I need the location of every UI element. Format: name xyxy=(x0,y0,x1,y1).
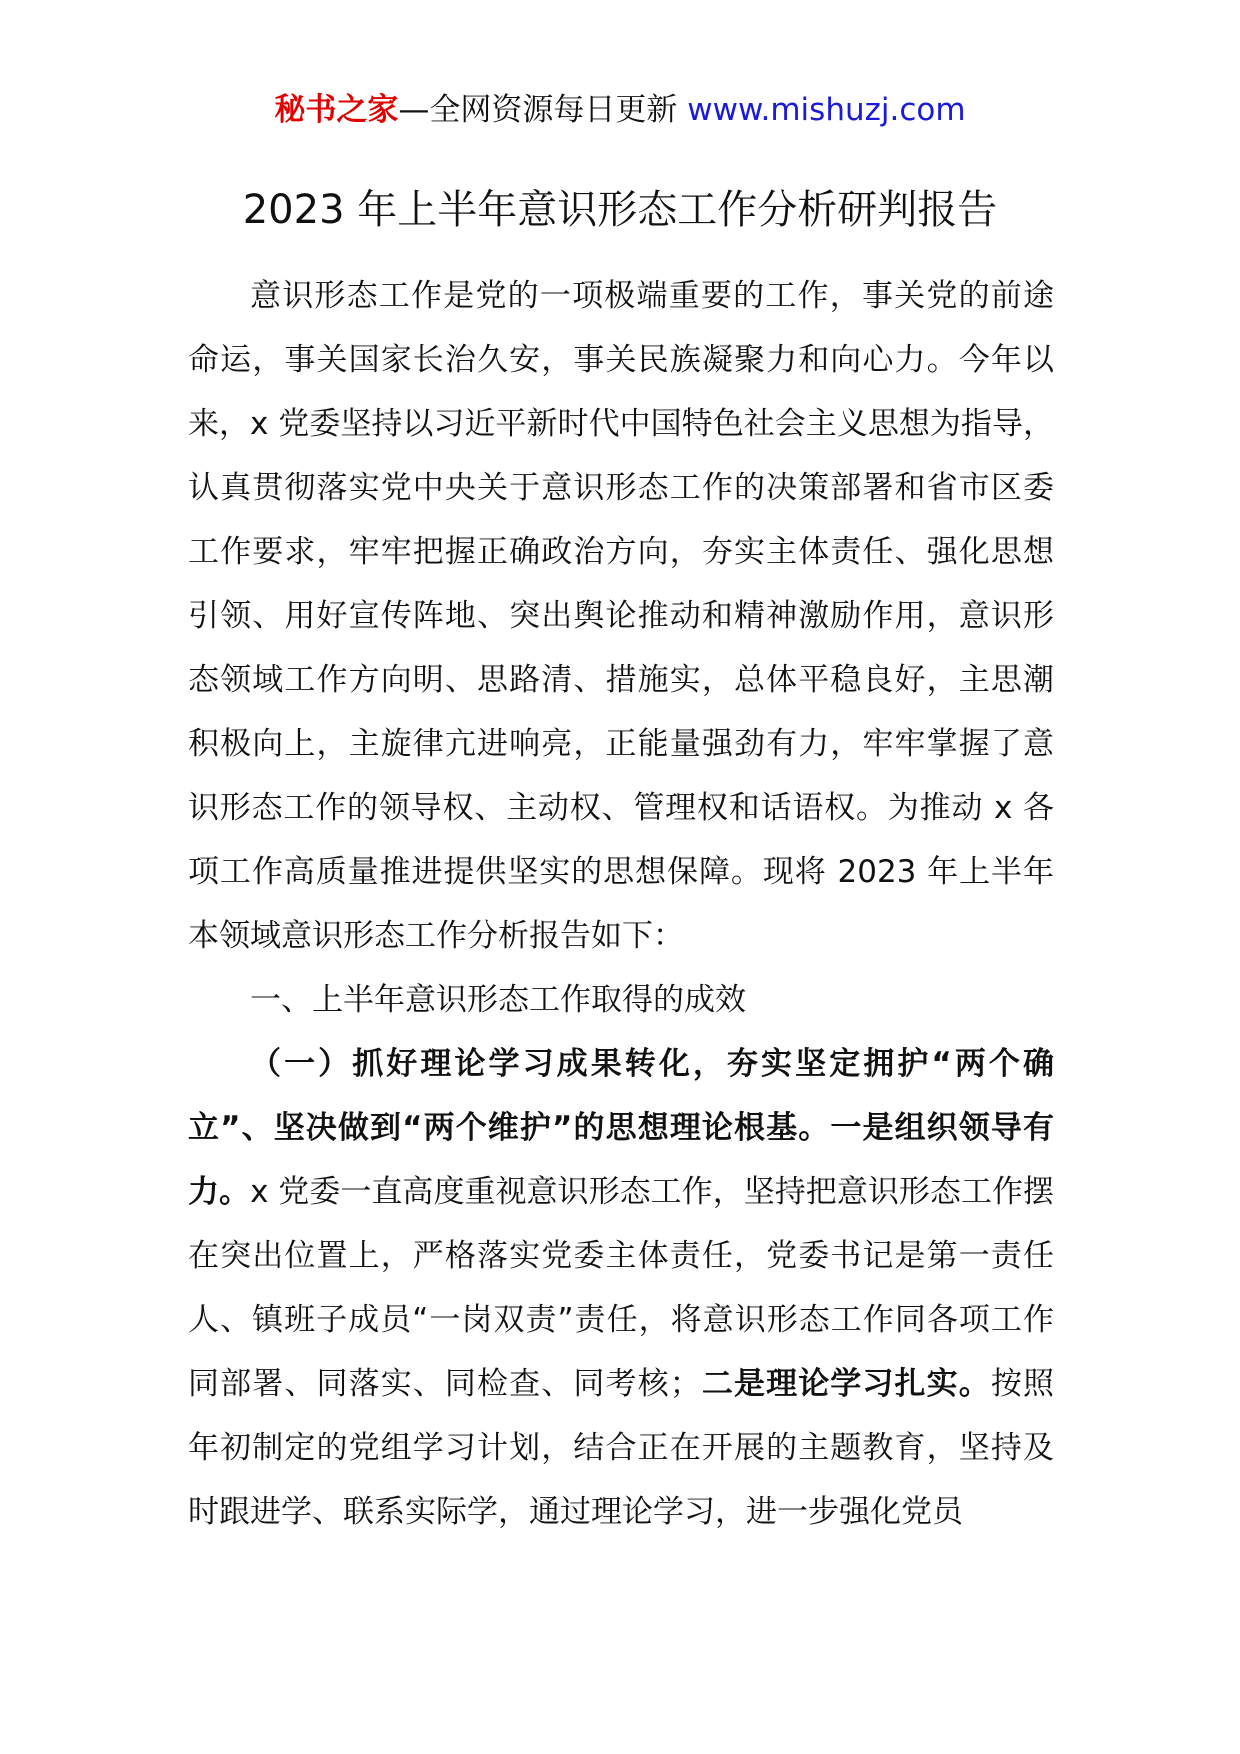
subsection-heading: （一）抓好理论学习成果转化，夯实坚定拥护“两个确立”、坚决做到“两个维护”的思想理论根基。 xyxy=(188,1046,1054,1146)
point-one-text: x 党委一直高度重视意识形态工作，坚持把意识形态工作摆在突出位置上，严格落实党委主体责任，党委书记是第一责任人、镇班子成员“一岗双责”责任，将意识形态工作同各项工作同部署、同落实、同检查、同考核； xyxy=(188,1174,1054,1402)
site-url-link[interactable]: www.mishuzj.com xyxy=(687,92,966,128)
document-title: 2023 年上半年意识形态工作分析研判报告 xyxy=(242,187,998,233)
point-one-label: 一是组织领导有力。 xyxy=(188,1110,1054,1210)
intro-paragraph: 意识形态工作是党的一项极端重要的工作，事关党的前途命运，事关国家长治久安，事关民族凝聚力和向心力。今年以来，x 党委坚持以习近平新时代中国特色社会主义思想为指导，认真贯彻落实党中央关于意识形态工作的决策部署和省市区委工作要求，牢牢把握正确政治方向，夯实主体责任、强化思想引领、用好宣传阵地、突出舆论推动和精神激励作用，意识形态领域工作方向明、思路清、措施实，总体平稳良好，主思潮积极向上，主旋律亢进响亮，正能量强劲有力，牢牢掌握了意识形态工作的领导权、主动权、管理权和话语权。为推动 x 各项工作高质量推进提供坚实的思想保障。现将 2023 年上半年本领域意识形态工作分析报告如下： xyxy=(188,278,1054,954)
site-brand: 秘书之家 xyxy=(274,92,399,128)
site-header xyxy=(0,86,1240,134)
document-body xyxy=(188,264,1054,1544)
point-two-label: 二是理论学习扎实。 xyxy=(700,1366,991,1402)
point-two-text: 按照年初制定的党组学习计划，结合正在开展的主题教育，坚持及时跟进学、联系实际学，通过理论学习，进一步强化党员 xyxy=(188,1366,1055,1530)
subsection-paragraph xyxy=(188,1032,1054,1544)
section-heading: 一、上半年意识形态工作取得的成效 xyxy=(250,982,746,1018)
site-tagline: —全网资源每日更新 xyxy=(398,92,688,128)
